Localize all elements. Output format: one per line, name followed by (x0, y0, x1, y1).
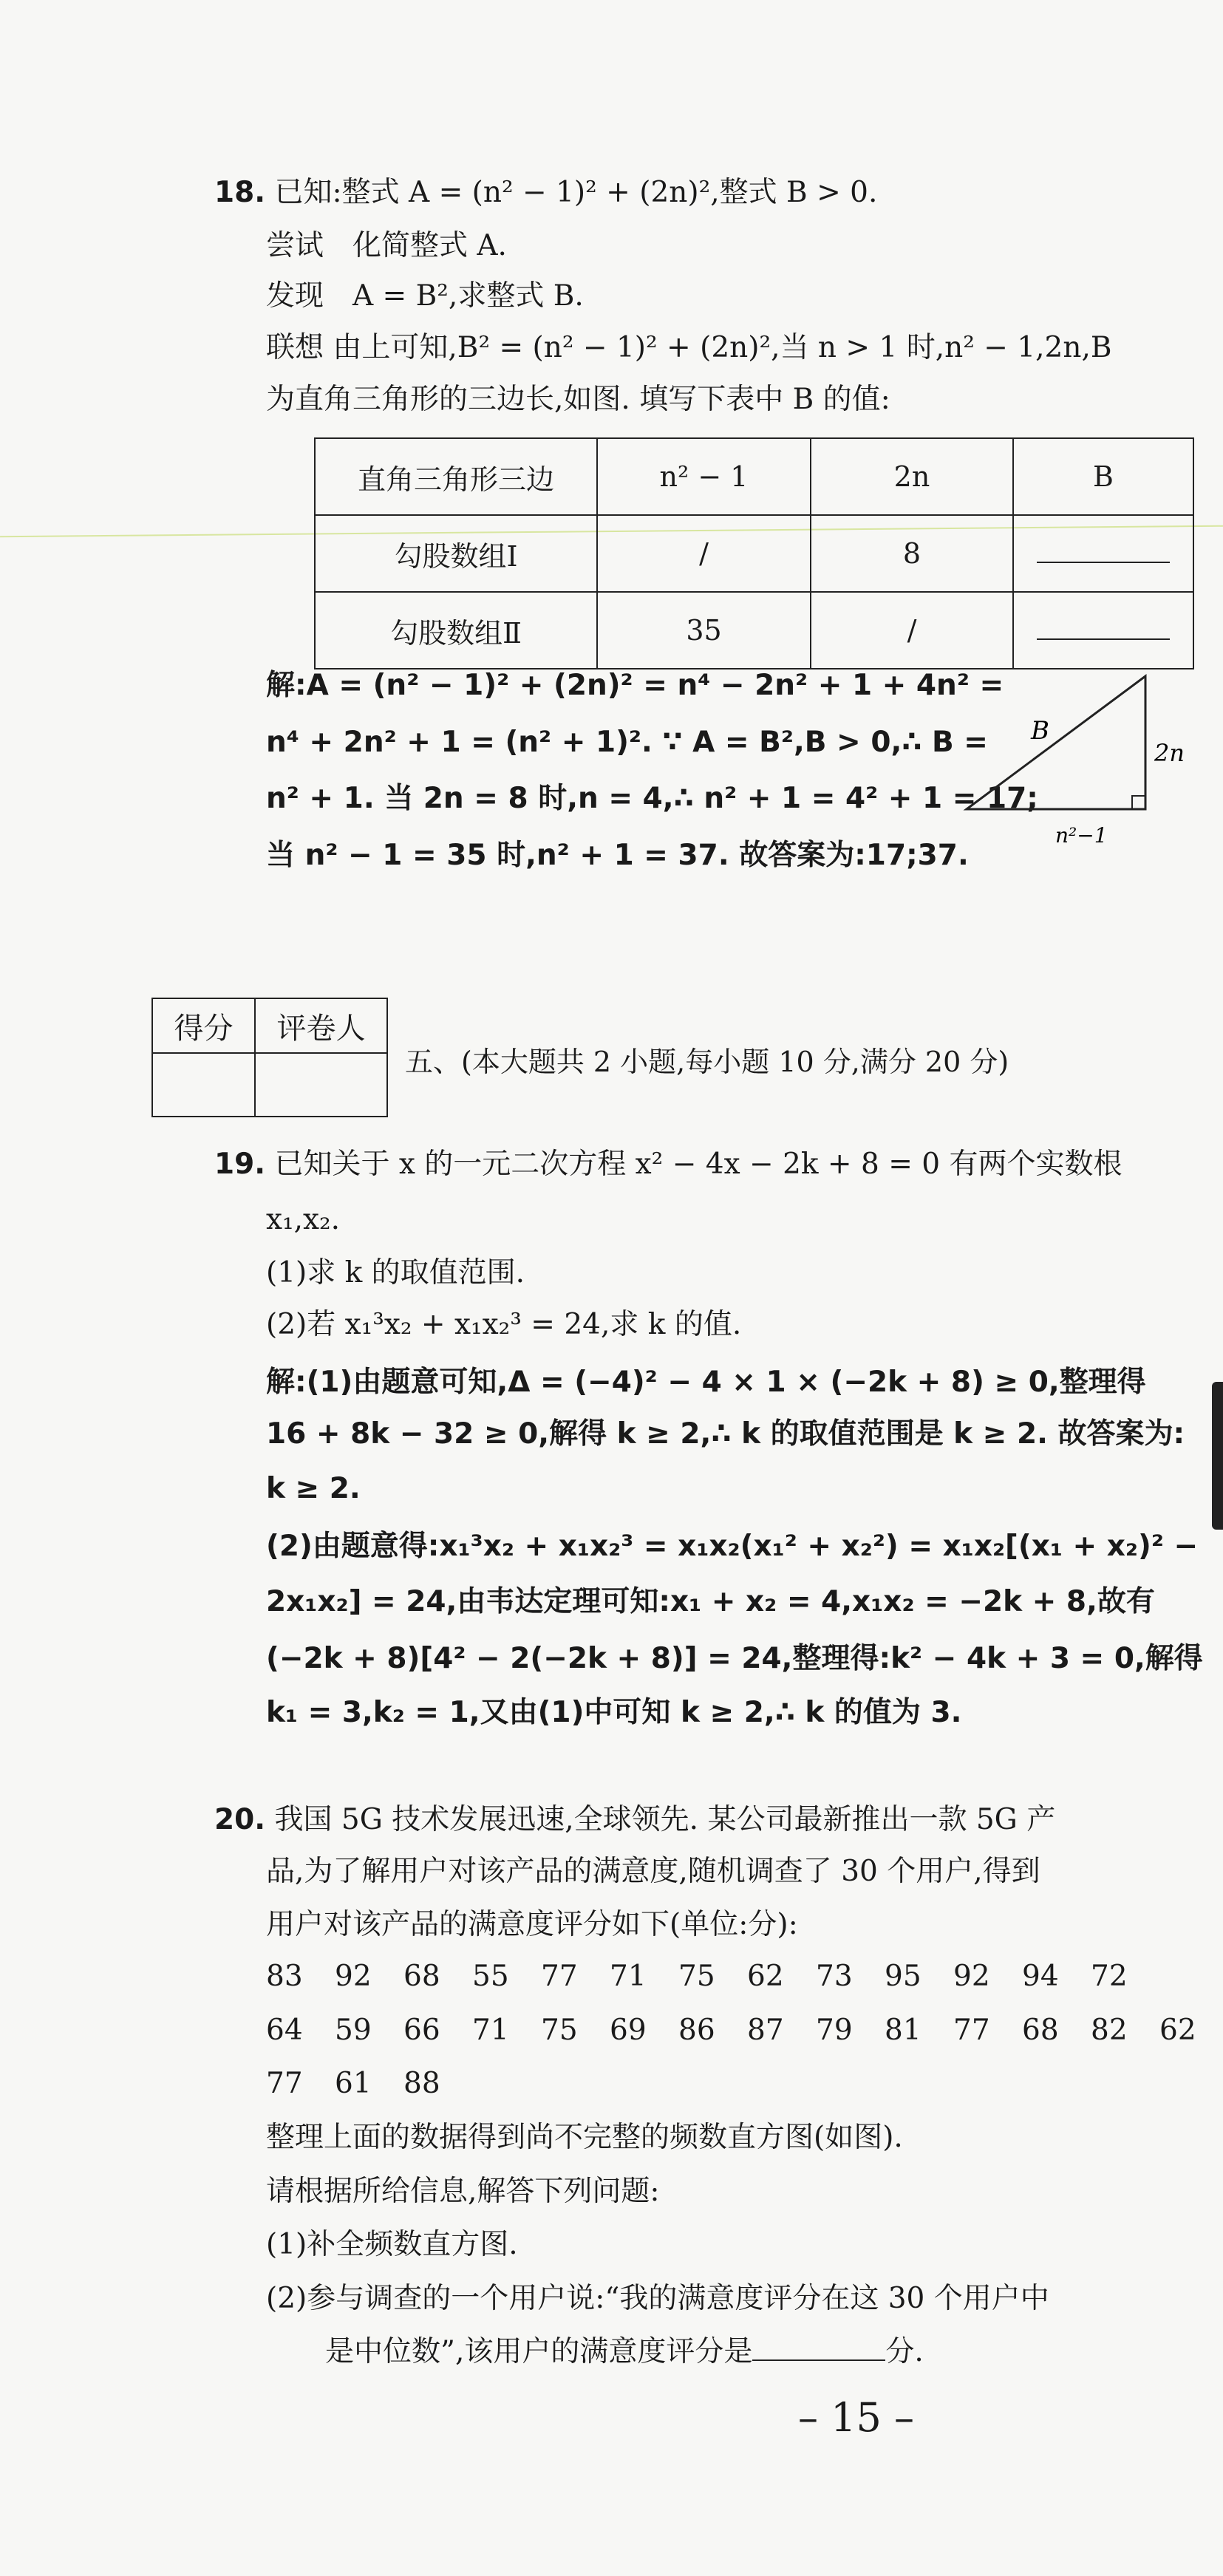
q19-solution-line: k₁ = 3,k₂ = 1,又由(1)中可知 k ≥ 2,∴ k 的值为 3. (266, 1696, 962, 1729)
q19-stem-line1 (214, 1148, 1122, 1182)
answer-blank-cell[interactable] (1013, 515, 1193, 592)
grader-header: 评卷人 (255, 998, 387, 1053)
table-header-cell: B (1013, 438, 1193, 515)
answer-blank[interactable] (1037, 619, 1170, 640)
vertical-leg-label: 2n (1154, 739, 1185, 767)
q18-solution-line: 当 n² − 1 = 35 时,n² + 1 = 37. 故答案为:17;37. (266, 839, 969, 872)
q18-assoc-line1: 联想 由上可知,B² = (n² − 1)² + (2n)²,当 n > 1 时,n² − 1,2n,B (266, 331, 1112, 364)
table-row (315, 515, 1193, 592)
score-value: 55 (472, 1960, 509, 1993)
q20-part2-text: 是中位数”,该用户的满意度评分是 (325, 2335, 753, 2368)
right-triangle-figure (961, 665, 1197, 850)
q20-part2-line1: (2)参与调查的一个用户说:“我的满意度评分在这 30 个用户中 (266, 2282, 1049, 2315)
score-value: 64 (266, 2014, 303, 2047)
table-row (315, 592, 1193, 669)
q19-stem-text: 已知关于 x 的一元二次方程 x² − 4x − 2k + 8 = 0 有两个实数根 (274, 1148, 1122, 1181)
median-answer-blank[interactable] (752, 2336, 885, 2361)
table-cell: 8 (811, 515, 1013, 592)
score-value: 92 (953, 1960, 990, 1993)
q18-solution-line: 解:A = (n² − 1)² + (2n)² = n⁴ − 2n² + 1 + 4n² = (266, 669, 1004, 702)
score-table (151, 998, 388, 1117)
q19-solution-line: 解:(1)由题意可知,Δ = (−4)² − 4 × 1 × (−2k + 8) ≥ 0,整理得 (266, 1366, 1146, 1399)
score-input-row (152, 1053, 387, 1117)
score-value: 61 (335, 2067, 372, 2100)
table-cell: / (811, 592, 1013, 669)
score-value: 68 (1022, 2014, 1059, 2047)
q19-part2: (2)若 x₁³x₂ + x₁x₂³ = 24,求 k 的值. (266, 1308, 742, 1341)
page-number: – 15 – (798, 2394, 915, 2441)
score-value: 69 (610, 2014, 647, 2047)
q18-solution-line: n² + 1. 当 2n = 8 时,n = 4,∴ n² + 1 = 4² + 1 = 17; (266, 782, 1038, 815)
score-value: 77 (541, 1960, 578, 1993)
score-value: 62 (1159, 2014, 1196, 2047)
score-value: 87 (747, 2014, 784, 2047)
q19-solution-line: 16 + 8k − 32 ≥ 0,解得 k ≥ 2,∴ k 的取值范围是 k ≥ 2. 故答案为: (266, 1417, 1185, 1451)
hypotenuse-label: B (1031, 716, 1049, 746)
triangle-shape (967, 676, 1145, 809)
q18-number: 18. (214, 176, 266, 209)
horizontal-leg-label: n²−1 (1055, 823, 1108, 848)
table-header-cell: 直角三角形三边 (315, 438, 597, 515)
table-header-row (315, 438, 1193, 515)
q18-stem-text: 已知:整式 A = (n² − 1)² + (2n)²,整式 B > 0. (274, 176, 878, 209)
score-value: 81 (885, 2014, 921, 2047)
q19-solution-line: k ≥ 2. (266, 1472, 361, 1505)
score-value: 95 (885, 1960, 921, 1993)
q20-after-line: 请根据所给信息,解答下列问题: (266, 2175, 660, 2208)
score-value: 83 (266, 1960, 303, 1993)
score-value: 79 (816, 2014, 853, 2047)
q20-after-line: 整理上面的数据得到尚不完整的频数直方图(如图). (266, 2121, 903, 2154)
page-edge-tab (1212, 1382, 1223, 1530)
q19-stem-line2: x₁,x₂. (266, 1203, 341, 1236)
score-value: 82 (1091, 2014, 1128, 2047)
q20-part2-line2 (325, 2335, 924, 2370)
score-data-row (266, 2014, 1204, 2047)
score-value: 88 (403, 2067, 440, 2100)
score-value: 77 (266, 2067, 303, 2100)
q20-part1: (1)补全频数直方图. (266, 2228, 518, 2261)
score-data-row (266, 2067, 472, 2100)
q20-stem-line1 (214, 1803, 1055, 1838)
q18-solution-line: n⁴ + 2n² + 1 = (n² + 1)². ∵ A = B²,B > 0,∴ B = (266, 726, 988, 759)
table-header-cell: n² − 1 (597, 438, 811, 515)
table-cell: 勾股数组Ⅰ (315, 515, 597, 592)
score-value: 68 (403, 1960, 440, 1993)
score-value: 75 (678, 1960, 715, 1993)
q20-number: 20. (214, 1803, 266, 1836)
score-value: 71 (610, 1960, 647, 1993)
q20-stem-line2: 品,为了解用户对该产品的满意度,随机调查了 30 个用户,得到 (266, 1855, 1040, 1888)
score-header: 得分 (152, 998, 255, 1053)
score-value: 66 (403, 2014, 440, 2047)
grader-input-cell[interactable] (255, 1053, 387, 1117)
q19-number: 19. (214, 1148, 266, 1181)
score-value: 77 (953, 2014, 990, 2047)
score-value: 71 (472, 2014, 509, 2047)
q20-part2-unit: 分. (885, 2335, 924, 2368)
score-value: 59 (335, 2014, 372, 2047)
q19-solution-line: 2x₁x₂] = 24,由韦达定理可知:x₁ + x₂ = 4,x₁x₂ = −2k + 8,故有 (266, 1585, 1155, 1618)
score-value: 75 (541, 2014, 578, 2047)
q18-assoc-line2: 为直角三角形的三边长,如图. 填写下表中 B 的值: (266, 383, 890, 416)
score-value: 92 (335, 1960, 372, 1993)
score-value: 72 (1091, 1960, 1128, 1993)
score-data-row (266, 1960, 1159, 1993)
table-cell: / (597, 515, 811, 592)
q19-solution-line: (2)由题意得:x₁³x₂ + x₁x₂³ = x₁x₂(x₁² + x₂²) = x₁x₂[(x₁ + x₂)² − (266, 1530, 1199, 1563)
q19-part1: (1)求 k 的取值范围. (266, 1256, 525, 1289)
q18-try: 尝试 化简整式 A. (266, 229, 507, 262)
answer-blank-cell[interactable] (1013, 592, 1193, 669)
q18-find: 发现 A = B²,求整式 B. (266, 279, 584, 313)
score-value: 62 (747, 1960, 784, 1993)
table-cell: 35 (597, 592, 811, 669)
right-angle-mark (1132, 796, 1145, 809)
section5-title: 五、(本大题共 2 小题,每小题 10 分,满分 20 分) (405, 1046, 1009, 1078)
q19-solution-line: (−2k + 8)[4² − 2(−2k + 8)] = 24,整理得:k² − 4k + 3 = 0,解得 (266, 1642, 1203, 1675)
score-value: 73 (816, 1960, 853, 1993)
q20-stem-text: 我国 5G 技术发展迅速,全球领先. 某公司最新推出一款 5G 产 (274, 1803, 1056, 1836)
score-value: 94 (1022, 1960, 1059, 1993)
answer-blank[interactable] (1037, 542, 1170, 563)
score-value: 86 (678, 2014, 715, 2047)
score-header-row (152, 998, 387, 1053)
q20-stem-line3: 用户对该产品的满意度评分如下(单位:分): (266, 1908, 798, 1941)
pythagorean-table (314, 437, 1194, 669)
score-input-cell[interactable] (152, 1053, 255, 1117)
table-cell: 勾股数组Ⅱ (315, 592, 597, 669)
q18-stem (214, 176, 877, 211)
table-header-cell: 2n (811, 438, 1013, 515)
